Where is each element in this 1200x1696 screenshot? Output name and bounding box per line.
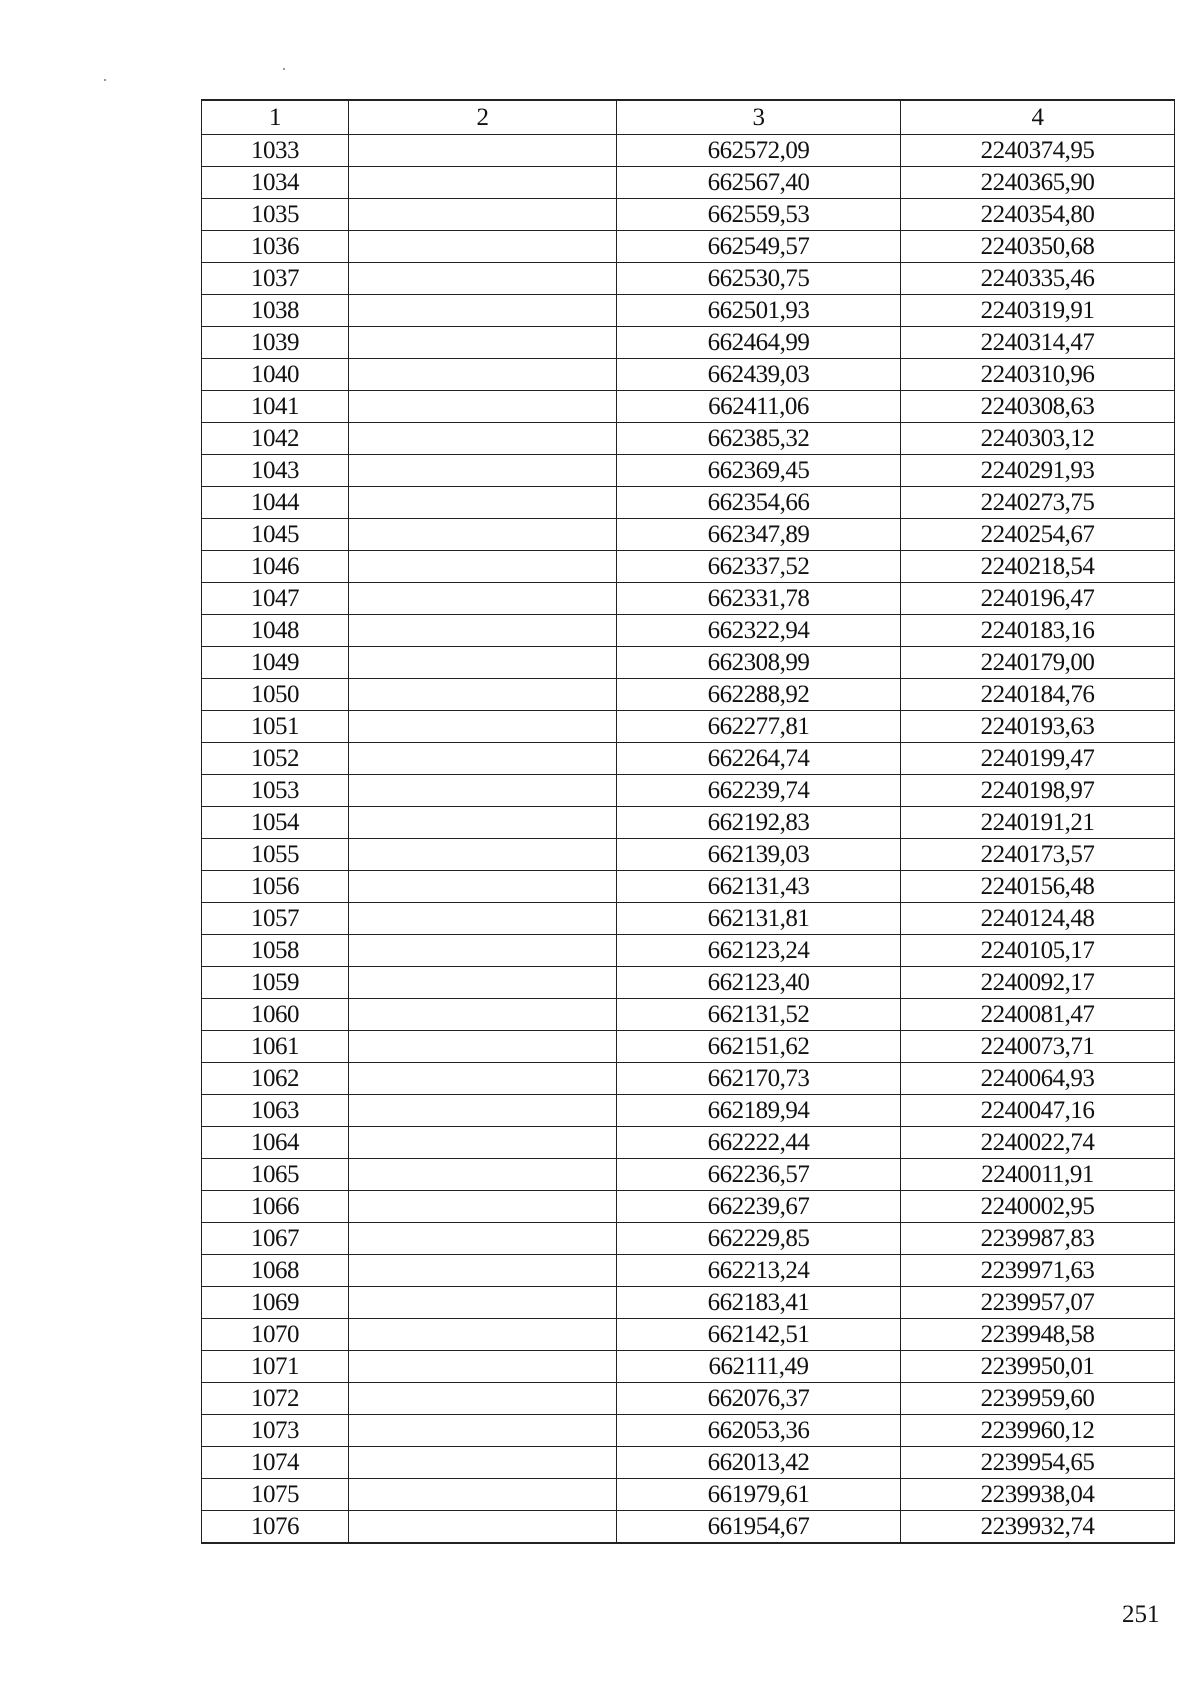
description-cell xyxy=(349,1159,617,1191)
point-number-cell: 1060 xyxy=(202,999,349,1031)
x-coordinate-cell: 662530,75 xyxy=(617,263,901,295)
point-number-cell: 1048 xyxy=(202,615,349,647)
table-row xyxy=(202,423,1175,455)
y-coordinate-cell: 2240335,46 xyxy=(901,263,1175,295)
point-number-cell: 1074 xyxy=(202,1447,349,1479)
description-cell xyxy=(349,1287,617,1319)
x-coordinate-cell: 662277,81 xyxy=(617,711,901,743)
point-number-cell: 1067 xyxy=(202,1223,349,1255)
description-cell xyxy=(349,935,617,967)
description-cell xyxy=(349,1415,617,1447)
y-coordinate-cell: 2240308,63 xyxy=(901,391,1175,423)
y-coordinate-cell: 2240047,16 xyxy=(901,1095,1175,1127)
table-row xyxy=(202,583,1175,615)
table-row xyxy=(202,615,1175,647)
point-number-cell: 1042 xyxy=(202,423,349,455)
column-header: 1 xyxy=(202,100,349,135)
description-cell xyxy=(349,743,617,775)
y-coordinate-cell: 2240124,48 xyxy=(901,903,1175,935)
x-coordinate-cell: 662111,49 xyxy=(617,1351,901,1383)
y-coordinate-cell: 2240319,91 xyxy=(901,295,1175,327)
x-coordinate-cell: 662439,03 xyxy=(617,359,901,391)
description-cell xyxy=(349,455,617,487)
description-cell xyxy=(349,871,617,903)
page-number: 251 xyxy=(1122,1601,1160,1628)
description-cell xyxy=(349,1031,617,1063)
table-row xyxy=(202,1159,1175,1191)
point-number-cell: 1040 xyxy=(202,359,349,391)
point-number-cell: 1045 xyxy=(202,519,349,551)
x-coordinate-cell: 662354,66 xyxy=(617,487,901,519)
y-coordinate-cell: 2240011,91 xyxy=(901,1159,1175,1191)
x-coordinate-cell: 662385,32 xyxy=(617,423,901,455)
table-row xyxy=(202,1415,1175,1447)
table-row xyxy=(202,839,1175,871)
x-coordinate-cell: 662123,24 xyxy=(617,935,901,967)
description-cell xyxy=(349,903,617,935)
point-number-cell: 1063 xyxy=(202,1095,349,1127)
description-cell xyxy=(349,1479,617,1511)
x-coordinate-cell: 662322,94 xyxy=(617,615,901,647)
description-cell xyxy=(349,1095,617,1127)
x-coordinate-cell: 662170,73 xyxy=(617,1063,901,1095)
y-coordinate-cell: 2240303,12 xyxy=(901,423,1175,455)
y-coordinate-cell: 2240002,95 xyxy=(901,1191,1175,1223)
point-number-cell: 1049 xyxy=(202,647,349,679)
point-number-cell: 1075 xyxy=(202,1479,349,1511)
table-row xyxy=(202,359,1175,391)
description-cell xyxy=(349,1255,617,1287)
y-coordinate-cell: 2240199,47 xyxy=(901,743,1175,775)
y-coordinate-cell: 2240314,47 xyxy=(901,327,1175,359)
point-number-cell: 1076 xyxy=(202,1511,349,1544)
table-row xyxy=(202,199,1175,231)
x-coordinate-cell: 662464,99 xyxy=(617,327,901,359)
table-row xyxy=(202,231,1175,263)
description-cell xyxy=(349,231,617,263)
description-cell xyxy=(349,1319,617,1351)
y-coordinate-cell: 2239938,04 xyxy=(901,1479,1175,1511)
y-coordinate-cell: 2240105,17 xyxy=(901,935,1175,967)
table-row xyxy=(202,679,1175,711)
table-row xyxy=(202,1287,1175,1319)
table-row xyxy=(202,1223,1175,1255)
point-number-cell: 1072 xyxy=(202,1383,349,1415)
description-cell xyxy=(349,615,617,647)
point-number-cell: 1037 xyxy=(202,263,349,295)
description-cell xyxy=(349,391,617,423)
x-coordinate-cell: 662264,74 xyxy=(617,743,901,775)
x-coordinate-cell: 662142,51 xyxy=(617,1319,901,1351)
point-number-cell: 1044 xyxy=(202,487,349,519)
table-row xyxy=(202,455,1175,487)
table-row xyxy=(202,1479,1175,1511)
x-coordinate-cell: 662331,78 xyxy=(617,583,901,615)
table-row xyxy=(202,1095,1175,1127)
x-coordinate-cell: 662308,99 xyxy=(617,647,901,679)
y-coordinate-cell: 2240218,54 xyxy=(901,551,1175,583)
table-header xyxy=(202,100,1175,135)
point-number-cell: 1057 xyxy=(202,903,349,935)
point-number-cell: 1061 xyxy=(202,1031,349,1063)
description-cell xyxy=(349,1511,617,1544)
x-coordinate-cell: 662567,40 xyxy=(617,167,901,199)
y-coordinate-cell: 2240374,95 xyxy=(901,135,1175,167)
y-coordinate-cell: 2240064,93 xyxy=(901,1063,1175,1095)
x-coordinate-cell: 662131,81 xyxy=(617,903,901,935)
y-coordinate-cell: 2240092,17 xyxy=(901,967,1175,999)
table-row xyxy=(202,1383,1175,1415)
y-coordinate-cell: 2239987,83 xyxy=(901,1223,1175,1255)
table-body xyxy=(202,135,1175,1544)
table-row xyxy=(202,807,1175,839)
description-cell xyxy=(349,1191,617,1223)
x-coordinate-cell: 661954,67 xyxy=(617,1511,901,1544)
x-coordinate-cell: 662131,43 xyxy=(617,871,901,903)
x-coordinate-cell: 662123,40 xyxy=(617,967,901,999)
description-cell xyxy=(349,839,617,871)
point-number-cell: 1054 xyxy=(202,807,349,839)
x-coordinate-cell: 662189,94 xyxy=(617,1095,901,1127)
column-header: 4 xyxy=(901,100,1175,135)
point-number-cell: 1062 xyxy=(202,1063,349,1095)
coordinates-table xyxy=(201,99,1175,1544)
table-row xyxy=(202,935,1175,967)
table-row xyxy=(202,519,1175,551)
table-row xyxy=(202,903,1175,935)
y-coordinate-cell: 2240196,47 xyxy=(901,583,1175,615)
table-row xyxy=(202,327,1175,359)
description-cell xyxy=(349,711,617,743)
point-number-cell: 1055 xyxy=(202,839,349,871)
point-number-cell: 1071 xyxy=(202,1351,349,1383)
description-cell xyxy=(349,1223,617,1255)
table-row xyxy=(202,263,1175,295)
y-coordinate-cell: 2239948,58 xyxy=(901,1319,1175,1351)
description-cell xyxy=(349,519,617,551)
point-number-cell: 1046 xyxy=(202,551,349,583)
y-coordinate-cell: 2240022,74 xyxy=(901,1127,1175,1159)
description-cell xyxy=(349,1383,617,1415)
y-coordinate-cell: 2240310,96 xyxy=(901,359,1175,391)
header-row xyxy=(202,100,1175,135)
point-number-cell: 1069 xyxy=(202,1287,349,1319)
table-row xyxy=(202,487,1175,519)
x-coordinate-cell: 662239,67 xyxy=(617,1191,901,1223)
point-number-cell: 1053 xyxy=(202,775,349,807)
y-coordinate-cell: 2240350,68 xyxy=(901,231,1175,263)
table-row xyxy=(202,743,1175,775)
column-header: 2 xyxy=(349,100,617,135)
point-number-cell: 1066 xyxy=(202,1191,349,1223)
table-row xyxy=(202,647,1175,679)
table-row xyxy=(202,135,1175,167)
x-coordinate-cell: 662236,57 xyxy=(617,1159,901,1191)
point-number-cell: 1033 xyxy=(202,135,349,167)
description-cell xyxy=(349,583,617,615)
point-number-cell: 1065 xyxy=(202,1159,349,1191)
table-row xyxy=(202,775,1175,807)
description-cell xyxy=(349,1351,617,1383)
table-row xyxy=(202,871,1175,903)
point-number-cell: 1056 xyxy=(202,871,349,903)
table-row xyxy=(202,167,1175,199)
description-cell xyxy=(349,775,617,807)
point-number-cell: 1043 xyxy=(202,455,349,487)
description-cell xyxy=(349,359,617,391)
table-row xyxy=(202,1031,1175,1063)
x-coordinate-cell: 662183,41 xyxy=(617,1287,901,1319)
x-coordinate-cell: 662076,37 xyxy=(617,1383,901,1415)
description-cell xyxy=(349,967,617,999)
column-header: 3 xyxy=(617,100,901,135)
point-number-cell: 1047 xyxy=(202,583,349,615)
table-row xyxy=(202,1191,1175,1223)
table-row xyxy=(202,1351,1175,1383)
y-coordinate-cell: 2239971,63 xyxy=(901,1255,1175,1287)
x-coordinate-cell: 662501,93 xyxy=(617,295,901,327)
y-coordinate-cell: 2239959,60 xyxy=(901,1383,1175,1415)
description-cell xyxy=(349,487,617,519)
x-coordinate-cell: 662151,62 xyxy=(617,1031,901,1063)
description-cell xyxy=(349,679,617,711)
scan-speck xyxy=(283,68,285,70)
x-coordinate-cell: 662411,06 xyxy=(617,391,901,423)
x-coordinate-cell: 662337,52 xyxy=(617,551,901,583)
table-row xyxy=(202,999,1175,1031)
table-row xyxy=(202,1319,1175,1351)
description-cell xyxy=(349,167,617,199)
description-cell xyxy=(349,327,617,359)
x-coordinate-cell: 662549,57 xyxy=(617,231,901,263)
y-coordinate-cell: 2240191,21 xyxy=(901,807,1175,839)
point-number-cell: 1059 xyxy=(202,967,349,999)
y-coordinate-cell: 2240198,97 xyxy=(901,775,1175,807)
point-number-cell: 1036 xyxy=(202,231,349,263)
point-number-cell: 1041 xyxy=(202,391,349,423)
x-coordinate-cell: 662131,52 xyxy=(617,999,901,1031)
point-number-cell: 1039 xyxy=(202,327,349,359)
description-cell xyxy=(349,1447,617,1479)
point-number-cell: 1070 xyxy=(202,1319,349,1351)
point-number-cell: 1051 xyxy=(202,711,349,743)
table-row xyxy=(202,1511,1175,1544)
description-cell xyxy=(349,1063,617,1095)
y-coordinate-cell: 2240254,67 xyxy=(901,519,1175,551)
y-coordinate-cell: 2240081,47 xyxy=(901,999,1175,1031)
table-row xyxy=(202,295,1175,327)
point-number-cell: 1064 xyxy=(202,1127,349,1159)
y-coordinate-cell: 2239960,12 xyxy=(901,1415,1175,1447)
point-number-cell: 1058 xyxy=(202,935,349,967)
y-coordinate-cell: 2240156,48 xyxy=(901,871,1175,903)
description-cell xyxy=(349,263,617,295)
point-number-cell: 1073 xyxy=(202,1415,349,1447)
description-cell xyxy=(349,199,617,231)
x-coordinate-cell: 662013,42 xyxy=(617,1447,901,1479)
x-coordinate-cell: 662229,85 xyxy=(617,1223,901,1255)
table-row xyxy=(202,391,1175,423)
table-row xyxy=(202,551,1175,583)
table-row xyxy=(202,967,1175,999)
description-cell xyxy=(349,647,617,679)
y-coordinate-cell: 2240291,93 xyxy=(901,455,1175,487)
y-coordinate-cell: 2240183,16 xyxy=(901,615,1175,647)
x-coordinate-cell: 662053,36 xyxy=(617,1415,901,1447)
x-coordinate-cell: 662347,89 xyxy=(617,519,901,551)
description-cell xyxy=(349,999,617,1031)
description-cell xyxy=(349,551,617,583)
y-coordinate-cell: 2239950,01 xyxy=(901,1351,1175,1383)
table-row xyxy=(202,711,1175,743)
y-coordinate-cell: 2240365,90 xyxy=(901,167,1175,199)
x-coordinate-cell: 662239,74 xyxy=(617,775,901,807)
x-coordinate-cell: 661979,61 xyxy=(617,1479,901,1511)
point-number-cell: 1050 xyxy=(202,679,349,711)
point-number-cell: 1034 xyxy=(202,167,349,199)
y-coordinate-cell: 2240354,80 xyxy=(901,199,1175,231)
y-coordinate-cell: 2239954,65 xyxy=(901,1447,1175,1479)
y-coordinate-cell: 2240179,00 xyxy=(901,647,1175,679)
x-coordinate-cell: 662222,44 xyxy=(617,1127,901,1159)
x-coordinate-cell: 662192,83 xyxy=(617,807,901,839)
y-coordinate-cell: 2240184,76 xyxy=(901,679,1175,711)
x-coordinate-cell: 662139,03 xyxy=(617,839,901,871)
scan-speck xyxy=(104,79,106,81)
y-coordinate-cell: 2239932,74 xyxy=(901,1511,1175,1544)
y-coordinate-cell: 2240193,63 xyxy=(901,711,1175,743)
y-coordinate-cell: 2240173,57 xyxy=(901,839,1175,871)
table-row xyxy=(202,1447,1175,1479)
description-cell xyxy=(349,423,617,455)
y-coordinate-cell: 2240273,75 xyxy=(901,487,1175,519)
y-coordinate-cell: 2239957,07 xyxy=(901,1287,1175,1319)
description-cell xyxy=(349,1127,617,1159)
x-coordinate-cell: 662288,92 xyxy=(617,679,901,711)
x-coordinate-cell: 662213,24 xyxy=(617,1255,901,1287)
description-cell xyxy=(349,807,617,839)
point-number-cell: 1035 xyxy=(202,199,349,231)
table-row xyxy=(202,1063,1175,1095)
description-cell xyxy=(349,135,617,167)
x-coordinate-cell: 662559,53 xyxy=(617,199,901,231)
x-coordinate-cell: 662369,45 xyxy=(617,455,901,487)
point-number-cell: 1038 xyxy=(202,295,349,327)
y-coordinate-cell: 2240073,71 xyxy=(901,1031,1175,1063)
description-cell xyxy=(349,295,617,327)
x-coordinate-cell: 662572,09 xyxy=(617,135,901,167)
point-number-cell: 1068 xyxy=(202,1255,349,1287)
table-row xyxy=(202,1255,1175,1287)
point-number-cell: 1052 xyxy=(202,743,349,775)
table-row xyxy=(202,1127,1175,1159)
